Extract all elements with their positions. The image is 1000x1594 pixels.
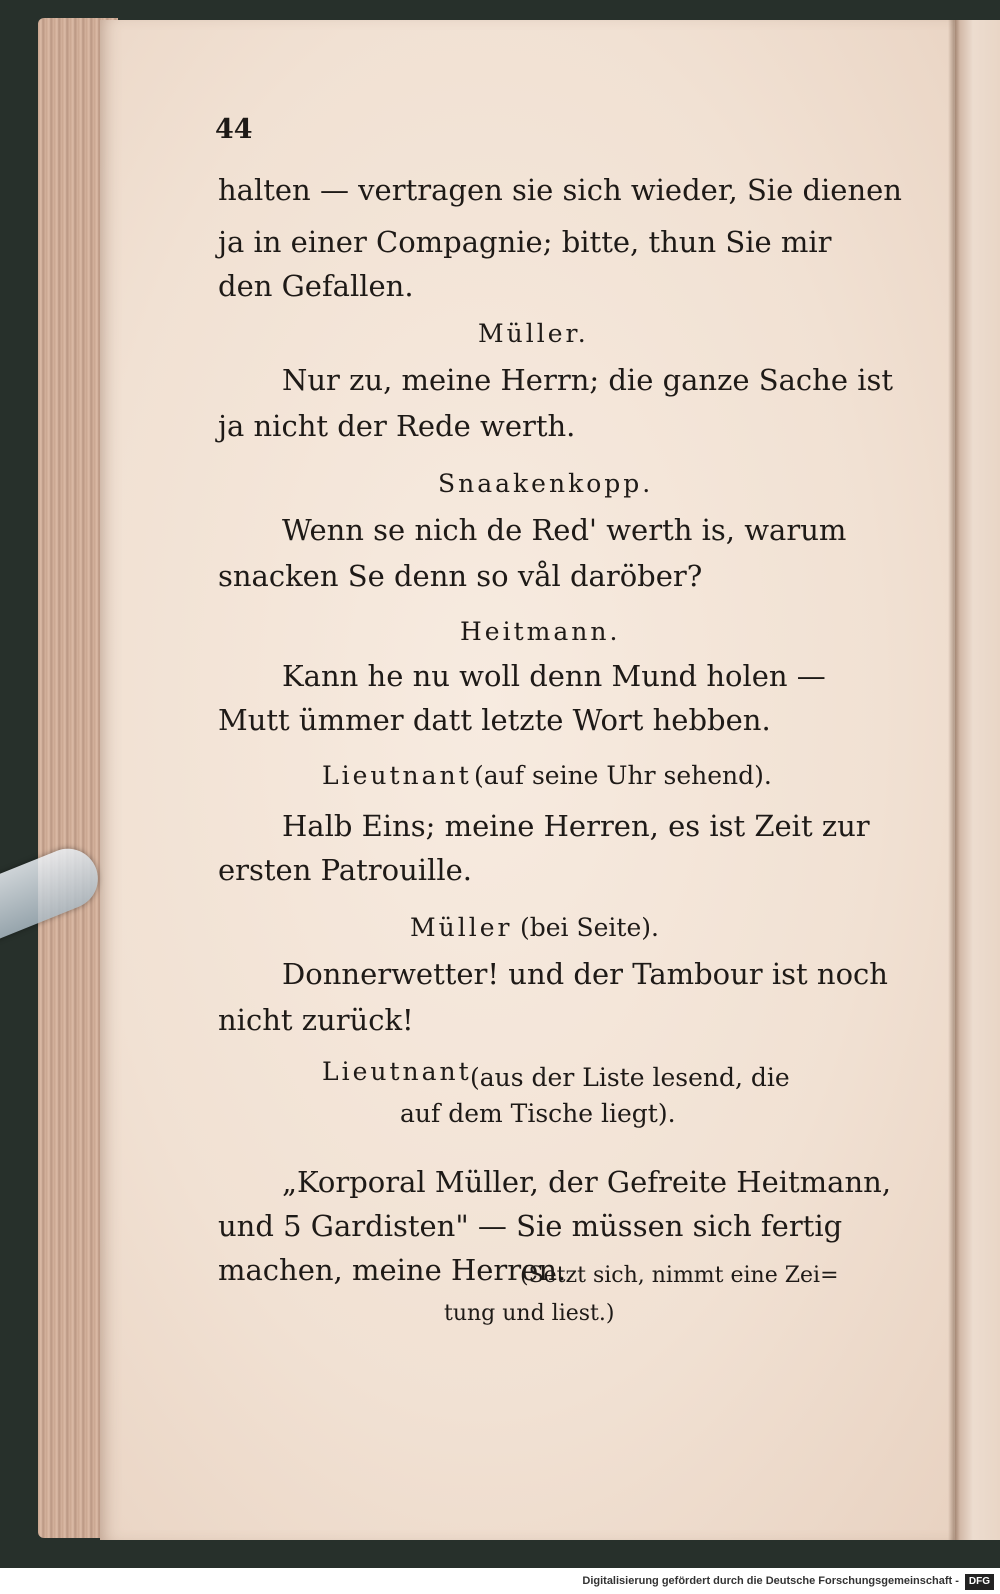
- speaker-name: Snaakenkopp.: [438, 469, 654, 498]
- text-line: snacken Se denn so vål daröber?: [218, 559, 703, 593]
- speaker-name: Müller: [410, 913, 513, 942]
- text-line: „Korporal Müller, der Gefreite Heitmann,: [282, 1165, 892, 1199]
- text-line: Donnerwetter! und der Tambour ist noch: [282, 957, 888, 991]
- stage-direction: (bei Seite).: [520, 913, 659, 942]
- text-line: ja in einer Compagnie; bitte, thun Sie mir: [218, 225, 832, 259]
- stage-direction: auf dem Tische liegt).: [400, 1099, 676, 1128]
- text-line: und 5 Gardisten" — Sie müssen sich fertig: [218, 1209, 843, 1243]
- speaker-name: Müller.: [478, 319, 589, 348]
- text-line: Nur zu, meine Herrn; die ganze Sache ist: [282, 363, 894, 397]
- speaker-name: Lieutnant: [322, 1057, 472, 1086]
- stage-direction: (auf seine Uhr sehend).: [474, 761, 772, 790]
- text-line: machen, meine Herren.: [218, 1253, 567, 1287]
- text-line: Mutt ümmer datt letzte Wort hebben.: [218, 703, 771, 737]
- dfg-logo-icon: DFG: [965, 1574, 994, 1590]
- text-line: nicht zurück!: [218, 1003, 414, 1037]
- speaker-name: Heitmann.: [460, 617, 621, 646]
- stage-direction: (aus der Liste lesend, die: [470, 1063, 790, 1092]
- text-line: Halb Eins; meine Herren, es ist Zeit zur: [282, 809, 870, 843]
- stage-direction: tung und liest.): [444, 1301, 615, 1326]
- text-line: ja nicht der Rede werth.: [218, 409, 576, 443]
- text-line: ersten Patrouille.: [218, 853, 472, 887]
- page-number: 44: [215, 114, 253, 145]
- text-line: Kann he nu woll denn Mund holen —: [282, 659, 826, 693]
- text-line: halten — vertragen sie sich wieder, Sie dienen: [218, 173, 902, 207]
- footer-bar: [0, 1568, 1000, 1594]
- text-line: Wenn se nich de Red' werth is, warum: [282, 513, 847, 547]
- stage-direction: (Setzt sich, nimmt eine Zei=: [520, 1263, 839, 1288]
- footer-credit: Digitalisierung gefördert durch die Deutsche Forschungsgemeinschaft -: [582, 1575, 959, 1587]
- speaker-name: Lieutnant: [322, 761, 472, 790]
- text-line: den Gefallen.: [218, 269, 414, 303]
